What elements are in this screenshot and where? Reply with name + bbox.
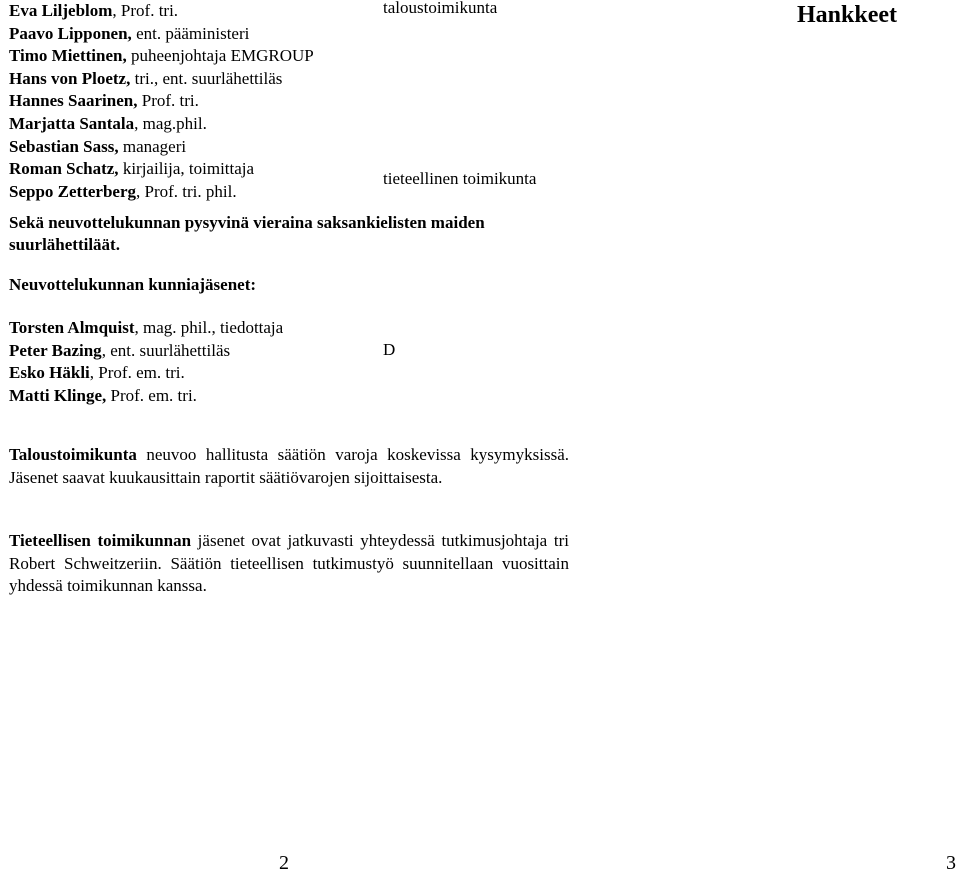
member-name: Torsten Almquist (9, 318, 135, 337)
member-title: , mag. phil., tiedottaja (134, 318, 284, 337)
member-title: Prof. em. tri. (106, 385, 197, 405)
member-title: , Prof. tri. (112, 1, 179, 20)
page-number-left: 2 (279, 852, 289, 874)
member-name: Peter Bazing (9, 340, 102, 360)
list-item (9, 45, 314, 68)
list-item (9, 340, 283, 363)
paragraph-lead: Taloustoimikunta (9, 445, 137, 464)
member-title: ent. pääministeri (131, 23, 250, 43)
list-item (9, 0, 314, 23)
member-title: manageri (118, 136, 187, 156)
list-item (9, 90, 314, 113)
paragraph-text: jäsenet ovat jatkuvasti yhteydessä tutkimusjohtaja tri Robert Schweitzeriin. Säätiön tieteellisen tutkimustyö suunnitellaan vuosittain yhdessä toimikunnan kanssa. (9, 531, 569, 595)
member-name: Hans von Ploetz, (9, 68, 131, 88)
member-title: , mag.phil. (134, 113, 207, 133)
section-marker: D (383, 340, 396, 359)
member-title: puheenjohtaja EMGROUP (126, 46, 314, 66)
list-item (9, 385, 283, 408)
advisory-board-member-list (9, 0, 314, 203)
member-title: , Prof. tri. phil. (136, 181, 237, 201)
honorary-member-list (9, 317, 283, 407)
member-name: Seppo Zetterberg (9, 181, 137, 201)
member-name: Hannes Saarinen, (9, 91, 138, 111)
page-number-right: 3 (946, 852, 956, 874)
member-name: Eva Liljeblom (9, 1, 113, 20)
list-item (9, 317, 283, 340)
member-name: Paavo Lipponen, (9, 23, 132, 43)
ambassadors-note: Sekä neuvottelukunnan pysyvinä vieraina saksankielisten maiden suurlähettiläät. (9, 213, 485, 254)
member-name: Matti Klinge, (9, 385, 107, 405)
member-title: Prof. tri. (137, 91, 199, 111)
member-name: Timo Miettinen, (9, 46, 127, 66)
list-item (9, 181, 314, 204)
member-title: kirjailija, toimittaja (118, 159, 255, 179)
projects-heading: Hankkeet (797, 2, 898, 28)
list-item (9, 68, 314, 91)
member-name: Sebastian Sass, (9, 136, 119, 156)
member-title: , ent. suurlähettiläs (101, 340, 231, 360)
finance-committee-label: taloustoimikunta (383, 0, 498, 17)
member-name: Roman Schatz, (9, 159, 119, 179)
paragraph-text: neuvoo hallitusta säätiön varoja koskevissa kysymyksissä. Jäsenet saavat kuukausittain raportit säätiövarojen sijoittaisesta. (9, 445, 569, 487)
paragraph-lead: Tieteellisen toimikunnan (9, 531, 192, 550)
list-item (9, 23, 314, 46)
finance-committee-paragraph (9, 444, 569, 489)
list-item (9, 362, 283, 385)
science-committee-label: tieteellinen toimikunta (383, 169, 537, 188)
member-name: Esko Häkli (9, 363, 90, 383)
member-name: Marjatta Santala (9, 113, 135, 133)
member-title: , Prof. em. tri. (89, 363, 185, 383)
list-item (9, 158, 314, 181)
list-item (9, 136, 314, 159)
member-title: tri., ent. suurlähettiläs (130, 68, 283, 88)
honorary-members-heading: Neuvottelukunnan kunniajäsenet: (9, 275, 257, 294)
list-item (9, 113, 314, 136)
science-committee-paragraph (9, 530, 569, 598)
